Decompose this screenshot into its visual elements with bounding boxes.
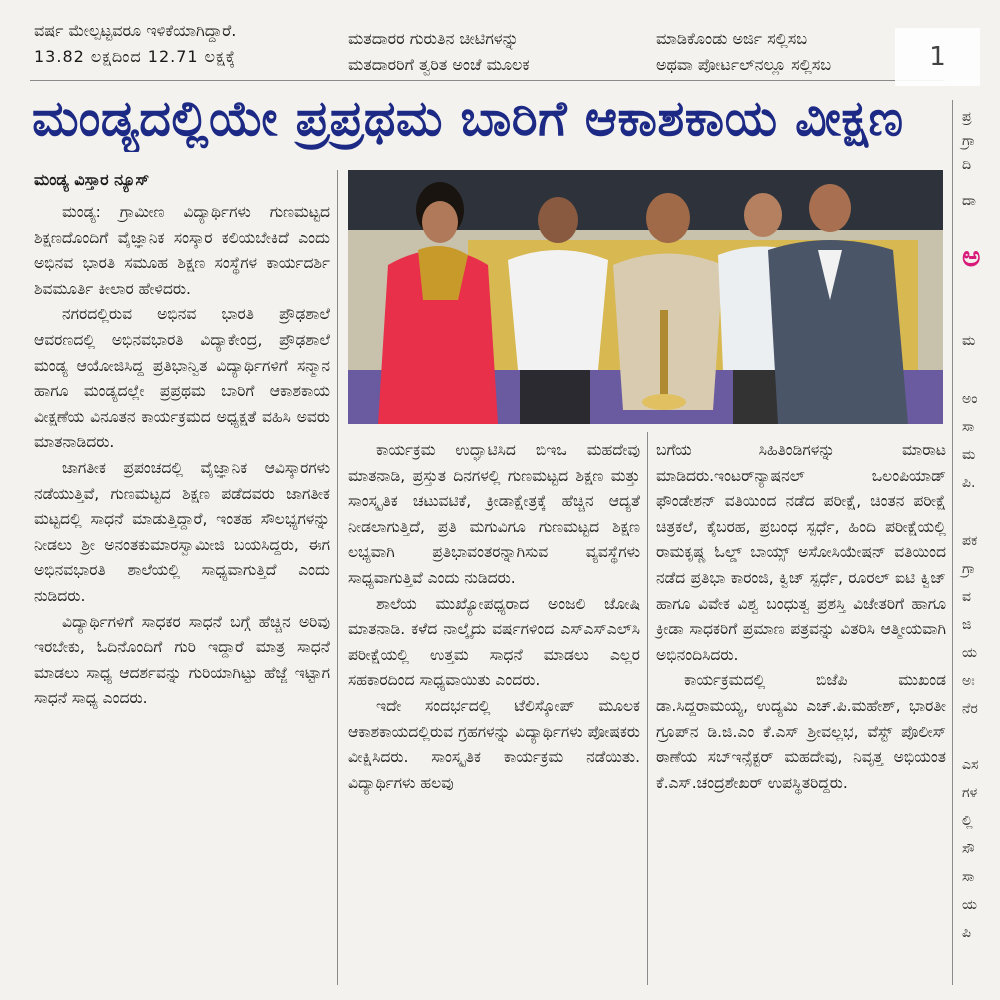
event-photo-illustration [348,170,943,424]
col1-paragraph-4: ವಿದ್ಯಾರ್ಥಿಗಳಿಗೆ ಸಾಧಕರ ಸಾಧನೆ ಬಗ್ಗೆ ಹೆಚ್ಚಿನ ಅರಿವು ಇರಬೇಕು, ಓದಿನೊಂದಿಗೆ ಗುರಿ ಇದ್ದಾರೆ ಮಾತ್ರ ಸಾಧನೆ ಮಾಡಲು ಸಾಧ್ಯ ಆದರ್ಶವನ್ನು ಗುರಿಯಾಗಿಟ್ಟು ಹೆಜ್ಜೆ ಇಟ್ಟಾಗ ಸಾಧನೆ ಸಾಧ್ಯ ಎಂದರು. [34,612,330,708]
col1-paragraph-1: ಮಂಡ್ಯ: ಗ್ರಾಮೀಣ ವಿದ್ಯಾರ್ಥಿಗಳು ಗುಣಮಟ್ಟದ ಶಿಕ್ಷಣದೊಂದಿಗೆ ವೈಜ್ಞಾನಿಕ ಸಂಸ್ಕಾರ ಕಲಿಯಬೇಕಿದೆ ಎಂದು ಅಭಿನವ ಭಾರತಿ ಸಮೂಹ ಶಿಕ್ಷಣ ಸಂಸ್ಥೆಗಳ ಕಾರ್ಯದರ್ಶಿ ಶಿವಮೂರ್ತಿ ಕೀಲಾರ ಹೇಳಿದರು. [34,203,330,298]
column-divider-2 [647,432,648,985]
fragment-line: ಸಾ [962,869,975,885]
fragment-line: ಎಸ [962,757,979,773]
top-left-line-2: 13.82 ಲಕ್ಷದಿಂದ 12.71 ಲಕ್ಷಕ್ಕೆ [34,47,237,66]
col2-paragraph-3: ಇದೇ ಸಂದರ್ಭದಲ್ಲಿ ಟೆಲಿಸ್ಕೋಪ್ ಮೂಲಕ ಆಕಾಶಕಾಯದಲ್ಲಿರುವ ಗ್ರಹಗಳನ್ನು ವಿದ್ಯಾರ್ಥಿಗಳು ಪೋಷಕರು ವೀಕ್ಷಿಸಿದರು. ಸಾಂಸ್ಕೃತಿಕ ಕಾರ್ಯಕ್ರಮ ನಡೆಯಿತು. ವಿದ್ಯಾರ್ಥಿಗಳು ಹಲವು [348,696,640,792]
col1-paragraph-3: ಜಾಗತೀಕ ಪ್ರಪಂಚದಲ್ಲಿ ವೈಜ್ಞಾನಿಕ ಆವಿಸ್ಕಾರಗಳು ನಡೆಯುತ್ತಿವೆ, ಗುಣಮಟ್ಟದ ಶಿಕ್ಷಣ ಪಡೆದವರು ಜಾಗತೀಕ ಮಟ್ಟದಲ್ಲಿ ಸಾಧನೆ ಮಾಡುತ್ತಿದ್ದಾರೆ, ಇಂತಹ ಸೌಲಭ್ಯಗಳನ್ನು ನೀಡಲು ಶ್ರೀ ಅನಂತಕುಮಾರಸ್ವಾಮೀಜಿ ಬಯಸಿದ್ದರು, ಈಗ ಅಭಿನವಭಾರತಿ ಶಾಲೆಯಲ್ಲಿ ಸಾಧ್ಯವಾಗುತ್ತಿದೆ ಎಂದು ನುಡಿದರು. [34,458,330,605]
top-mid-line-2: ಮತದಾರರಿಗೆ ತ್ವರಿತ ಅಂಚೆ ಮೂಲಕ [348,55,530,74]
fragment-line: ಮ [962,333,976,349]
article-column-2 [348,438,640,796]
fragment-line: ಸೌ [962,841,975,857]
fragment-line: ಗ್ರಾ [962,133,976,149]
col2-paragraph-1: ಕಾರ್ಯಕ್ರಮ ಉದ್ಘಾಟಿಸಿದ ಬಿಇಒ ಮಹದೇವು ಮಾತನಾಡಿ, ಪ್ರಸ್ತುತ ದಿನಗಳಲ್ಲಿ ಗುಣಮಟ್ಟದ ಶಿಕ್ಷಣ ಮತ್ತು ಸಾಂಸ್ಕೃತಿಕ ಚಟುವಟಿಕೆ, ಕ್ರೀಡಾಕ್ಷೇತ್ರಕ್ಕೆ ಹೆಚ್ಚಿನ ಆದ್ಯತೆ ನೀಡಲಾಗುತ್ತಿದೆ, ಪ್ರತಿ ಮಗುವಿಗೂ ಗುಣಮಟ್ಟದ ಶಿಕ್ಷಣ ಲಭ್ಯವಾಗಿ ಪ್ರತಿಭಾವಂತರನ್ನಾಗಿಸುವ ವ್ಯವಸ್ಥೆಗಳು ಸಾಧ್ಯವಾಗುತ್ತಿವೆ ಎಂದು ನುಡಿದರು. [348,441,640,587]
byline: ಮಂಡ್ಯ ವಿಸ್ತಾರ ನ್ಯೂಸ್ [34,170,150,189]
fragment-line: ಅಃ [962,673,975,689]
event-photo [348,170,943,424]
top-right-line-1: ಮಾಡಿಕೊಂಡು ಅರ್ಜಿ ಸಲ್ಲಿಸಬ [656,29,808,48]
col3-paragraph-1: ಬಗೆಯ ಸಿಹಿತಿಂಡಿಗಳನ್ನು ಮಾರಾಟ ಮಾಡಿದರು.ಇಂಟರ್‌ನ್ಯಾಷನಲ್ ಒಲಂಪಿಯಾಡ್ ಫೌಂಡೇಶನ್ ವತಿಯಿಂದ ನಡೆದ ಪರೀಕ್ಷೆ, ಚಿಂತನ ಪರೀಕ್ಷೆ ಚಿತ್ರಕಲೆ, ಕೈಬರಹ, ಪ್ರಬಂಧ ಸ್ಪರ್ಧೆ, ಹಿಂದಿ ಪರೀಕ್ಷೆಯಲ್ಲಿ ರಾಮಕೃಷ್ಣ ಓಲ್ಡ್ ಬಾಯ್ಸ್ ಅಸೋಸಿಯೇಷನ್ ವತಿಯಿಂದ ನಡೆದ ಪ್ರತಿಭಾ ಕಾರಂಜಿ, ಕ್ವಿಜ್ ಸ್ಪರ್ಧೆ, ರೂರಲ್ ಐಟಿ ಕ್ವಿಜ್ ಹಾಗೂ ವಿವೇಕ ವಿಶ್ವ ಬಂಧುತ್ವ ಪ್ರಶಸ್ತಿ ವಿಜೇತರಿಗೆ ಹಾಗೂ ಕ್ರೀಡಾ ಸಾಧಕರಿಗೆ ಪ್ರಮಾಣ ಪತ್ರವನ್ನು ವಿತರಿಸಿ ಆತ್ಮೀಯವಾಗಿ ಅಭಿನಂದಿಸಿದರು. [656,441,946,664]
fragment-heading: ಅ [962,240,981,273]
top-mid-line-1: ಮತದಾರರ ಗುರುತಿನ ಚೀಟಿಗಳನ್ನು [348,29,519,48]
fragment-line: ಪ್ರ [962,109,972,125]
column-divider-1 [337,170,338,985]
fragment-line: ಲ್ಲಿ [962,813,973,829]
article-column-3 [656,438,946,796]
page-number-badge: 1 [895,28,980,86]
fragment-line: ನೆರ [962,701,978,717]
fragment-line: ಮ [962,447,976,463]
fragment-line: ದಿ [962,157,972,173]
fragment-line: ಪಕ [962,533,978,549]
headline: ಮಂಡ್ಯದಲ್ಲಿಯೇ ಪ್ರಪ್ರಥಮ ಬಾರಿಗೆ ಆಕಾಶಕಾಯ ವೀಕ್ಷಣ [32,90,904,147]
fragment-line: ಗ್ರಾ [962,561,976,577]
col3-paragraph-2: ಕಾರ್ಯಕ್ರಮದಲ್ಲಿ ಬಿಜೆಪಿ ಮುಖಂಡ ಡಾ.ಸಿದ್ದರಾಮಯ್ಯ, ಉದ್ಯಮಿ ಎಚ್.ಪಿ.ಮಹೇಶ್, ಭಾರತೀ ಗ್ರೂಪ್‌ನ ಡಿ.ಜಿ.ಎಂ ಕೆ.ಎಸ್ ಶ್ರೀವಲ್ಲಭ, ವೆಸ್ಟ್ ಪೊಲೀಸ್ ಠಾಣೆಯ ಸಬ್‌ಇನ್ಸೆಕ್ಟರ್ ಮಹದೇವು, ನಿವೃತ್ತ ಅಭಿಯಂತ ಕೆ.ಎಸ್.ಚಂದ್ರಶೇಖರ್ ಉಪಸ್ಥಿತರಿದ್ದರು. [656,671,946,792]
top-divider [30,80,945,81]
fragment-line: ದಾ [962,193,976,209]
fragment-line: ಅಂ [962,391,978,407]
fragment-line: ಜಿ [962,617,972,633]
fragment-line: ಗಳ [962,785,978,801]
fragment-line: ಯ [962,897,977,913]
fragment-line: ಪಿ [962,925,971,941]
fragment-line: ವ [962,589,971,605]
col1-paragraph-2: ನಗರದಲ್ಲಿರುವ ಅಭಿನವ ಭಾರತಿ ಪ್ರೌಢಶಾಲೆ ಆವರಣದಲ್ಲಿ ಅಭಿನವಭಾರತಿ ವಿದ್ಯಾಕೇಂದ್ರ, ಪ್ರೌಢಶಾಲೆ ಮಂಡ್ಯ ಆಯೋಜಿಸಿದ್ದ ಪ್ರತಿಭಾನ್ವಿತ ವಿದ್ಯಾರ್ಥಿಗಳಿಗೆ ಸನ್ಮಾನ ಹಾಗೂ ಮಂಡ್ಯದಲ್ಲೇ ಪ್ರಪ್ರಥಮ ಬಾರಿಗೆ ಆಕಾಶಕಾಯ ವೀಕ್ಷಣೆಯ ವಿನೂತನ ಕಾರ್ಯಕ್ರಮದ ಅಧ್ಯಕ್ಷತೆ ವಹಿಸಿ ಅವರು ಮಾತನಾಡಿದರು. [34,305,330,452]
top-left-line-1: ವರ್ಷ ಮೇಲ್ಪಟ್ಟವರೂ ಇಳಿಕೆಯಾಗಿದ್ದಾರೆ. [34,21,237,40]
fragment-line: ಯ [962,645,977,661]
adjacent-story-fragment [958,100,1000,1000]
col2-paragraph-2: ಶಾಲೆಯ ಮುಖ್ಯೋಪಧ್ಯರಾದ ಅಂಜಲಿ ಜೋಷಿ ಮಾತನಾಡಿ. ಕಳೆದ ನಾಲ್ಕೈದು ವರ್ಷಗಳಿಂದ ಎಸ್‌ಎಸ್‌ಎಲ್‌ಸಿ ಪರೀಕ್ಷೆಯಲ್ಲಿ ಉತ್ತಮ ಸಾಧನೆ ಮಾಡಲು ಎಲ್ಲರ ಸಹಕಾರದಿಂದ ಸಾಧ್ಯವಾಯಿತು ಎಂದರು. [348,594,640,690]
fragment-line: ಪಿ. [962,475,976,491]
fragment-line: ಸಾ [962,419,975,435]
article-column-1 [34,200,330,712]
column-divider-3 [952,100,953,985]
top-right-line-2: ಅಥವಾ ಪೋರ್ಟಲ್‌ನಲ್ಲೂ ಸಲ್ಲಿಸಬ [656,55,832,74]
